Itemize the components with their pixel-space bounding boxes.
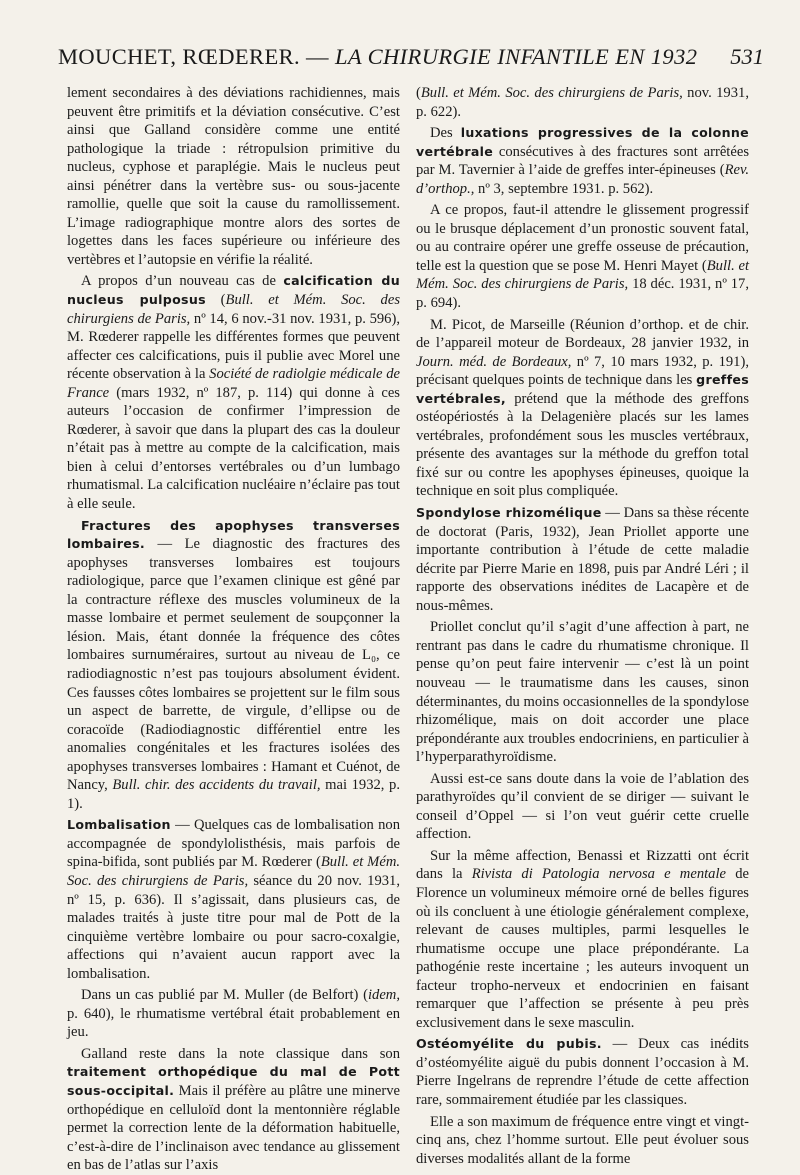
text-run: mai 1932, p. 1). bbox=[67, 777, 400, 812]
text-run: nº 14, 6 nov.-31 nov. 1931, p. 596), M. Rœderer rappelle les différentes formes que peuvent affecter ces calcifications, puis il publie avec Morel une récente observation à la bbox=[67, 310, 400, 383]
running-head-authors: MOUCHET, RŒDERER. bbox=[58, 44, 301, 69]
text-run: ( bbox=[205, 292, 226, 309]
text-run: ( bbox=[416, 85, 421, 101]
citation-italic: Rev. d’orthop., bbox=[416, 162, 749, 197]
citation-italic: Journ. méd. de Bordeaux, bbox=[416, 353, 572, 370]
citation-italic: Société de radiolgie médicale de France bbox=[67, 366, 400, 401]
citation-italic: Bull. et Mém. Soc. des chirurgiens de Paris, bbox=[67, 292, 400, 327]
paragraph-citation-continuation bbox=[416, 84, 749, 121]
section-keyword: Ostéomyélite du pubis. bbox=[416, 1036, 602, 1052]
text-run: — Deux cas inédits d’ostéomyélite aiguë du pubis donnent l’occasion à M. Pierre Ingelrans de reprendre l’étude de cette affection rare, sommairement étudiée par les classiques. bbox=[416, 1036, 749, 1108]
text-run: — Dans sa thèse récente de doctorat (Paris, 1932), Jean Priollet apporte une importante contribution à l’étude de cette maladie décrite par Pierre Marie en 1898, puis par André Léri ; il rapporte des observations inédites de Lacapère et de nous-mêmes. bbox=[416, 505, 749, 614]
text-run: nº 7, 10 mars 1932, p. 191), précisant quelques points de technique dans les bbox=[416, 353, 749, 389]
text-run: — Le diagnostic des fractures des apophyses transverses lombaires est toujours radiologique, parce que l’examen clinique est gêné par la contracture réflexe des muscles volumineux de la masse lombaire et permet seulement de soupçonner la lésion. Mais, étant donnée la fréquence des côtes lombaires surnuméraires, surtout au niveau de L₀, ce radiodiagnostic n’est pas toujours absolument évident. Ces fausses côtes lombaires se projettent sur le film sous un aspect de barrette, de virgule, d’ellipse ou de coracoïde (Radiodiagnostic différentiel entre les anomalies congénitales et les fractures isolées des apophyses transverses lombaires : Hamant et Cuénot, de Nancy, bbox=[67, 536, 400, 794]
text-run: — Quelques cas de lombalisation non accompagnée de spondylolisthésis, mais parfois de spina-bifida, sont publiés par M. Rœderer ( bbox=[67, 817, 400, 871]
paragraph-mal-de-pott bbox=[67, 1045, 400, 1175]
text-run: Mais il préfère au plâtre une minerve orthopédique en celluloïd dont la mentonnière réglable permet la correction lente de la déformation habituelle, c’est-à-dire de l’inclinaison avec tendance au glissement en bas de l’atlas sur l’axis bbox=[67, 1082, 400, 1174]
paragraph-fractures bbox=[67, 517, 400, 814]
running-head bbox=[58, 44, 764, 78]
paragraph-nucleus-continuation bbox=[67, 84, 400, 269]
left-column bbox=[67, 84, 401, 1174]
paragraph-parathyroides bbox=[416, 770, 749, 844]
text-run: Priollet conclut qu’il s’agit d’une affection à part, ne rentrant pas dans le cadre du rhumatisme chronique. Il pense qu’on peut faire intervenir — c’est là un point nouveau — le traumatisme dans les causes, sinon déterminantes, du moins occasionnelles de la spondylose rhizomélique, mais on doit accorder une place prépondérante aux troubles endocriniens, en particulier à l’hyperparathyroïdisme. bbox=[416, 619, 749, 766]
text-run: consécutives à des fractures sont arrêtées par M. Tavernier à l’aide de greffes inter-épineuses ( bbox=[416, 143, 749, 179]
text-run: lement secondaires à des déviations rachidiennes, mais peuvent être primitifs et la déviation consécutive. C’est ainsi que Galland considère comme une entité pathologique la triade : rétropulsion primitive du nucleus, cyphose et paraplégie. Mais le nucleus peut ainsi pénétrer dans la vertèbre sus- ou sous-jacente ramollie, quelle que soit la cause du ramollissement. L’image radiographique montre alors des sortes de logettes dans les faces supérieure ou inférieure des vertèbres et l’autopsie en vérifie la réalité. bbox=[67, 85, 400, 268]
section-keyword: greffes vertébrales, bbox=[416, 372, 749, 406]
running-head-subtitle: LA CHIRURGIE INFANTILE EN 1932 bbox=[334, 44, 698, 69]
paragraph-muller bbox=[67, 986, 400, 1042]
text-run: nov. 1931, p. 622). bbox=[416, 85, 749, 120]
text-run: Dans un cas publié par M. Muller (de Belfort) ( bbox=[81, 987, 368, 1004]
citation-italic: Bull. chir. des accidents du travail, bbox=[112, 777, 321, 794]
text-run: Sur la même affection, Benassi et Rizzatti ont écrit dans la bbox=[416, 847, 749, 883]
page-number: 531 bbox=[730, 44, 764, 69]
paragraph-spondylose bbox=[416, 504, 749, 615]
citation-italic: Rivista di Patologia nervosa e mentale bbox=[471, 866, 726, 883]
text-run: Elle a son maximum de fréquence entre vingt et vingt-cinq ans, chez l’homme surtout. Elle peut évoluer sous diverses modalités allant de la forme bbox=[416, 1113, 749, 1167]
section-keyword: Spondylose rhizomélique bbox=[416, 505, 602, 521]
running-title bbox=[58, 44, 697, 70]
text-run: A propos d’un nouveau cas de bbox=[81, 273, 284, 290]
section-keyword: traitement orthopédique du mal de Pott sous-occipital. bbox=[67, 1064, 400, 1098]
paragraph-picot bbox=[416, 316, 749, 501]
section-keyword: calcification du nucleus pulposus bbox=[67, 273, 400, 308]
paragraph-frequence bbox=[416, 1113, 749, 1169]
paragraph-lombalisation bbox=[67, 816, 400, 983]
right-column bbox=[416, 84, 749, 1167]
text-run: (mars 1932, nº 187, p. 114) qui donne à ces auteurs l’occasion de confirmer l’impression de Rœderer, à savoir que dans la plupart des cas la douleur n’était pas à mettre au compte de la calcification, mais bien à celui d’entorses vertébrales ou d’un lumbago rhumatismal. La calcification nucléaire n’éclaire pas tout à elle seule. bbox=[67, 384, 400, 513]
citation-italic: idem, bbox=[367, 987, 400, 1004]
text-run: 18 déc. 1931, nº 17, p. 694). bbox=[416, 276, 749, 312]
text-run: M. Picot, de Marseille (Réunion d’orthop. et de chir. de l’appareil moteur de Bordeaux, 28 janvier 1932, in bbox=[416, 316, 749, 352]
text-run: Aussi est-ce sans doute dans la voie de l’ablation des parathyroïdes qu’il convient de se diriger — suivant le conseil d’Oppel — si l’on veut guérir cette cruelle affection. bbox=[416, 770, 749, 843]
text-run: séance du 20 nov. 1931, nº 15, p. 636). Il s’agissait, dans plusieurs cas, de malades traités à juste titre pour mal de Pott de la cinquième vertèbre lombaire ou pour sacro-coxalgie, affections qui n’avaient aucun rapport avec la lombalisation. bbox=[67, 872, 400, 982]
text-run: Des bbox=[430, 125, 461, 142]
section-keyword: Lombalisation bbox=[67, 817, 171, 833]
running-head-dash: — bbox=[306, 44, 329, 69]
text-run: de Florence un volumineux mémoire orné de belles figures où ils concluent à une étiologie généralement complexe, relevant de causes multiples, parmi lesquelles le rhumatisme occupe une place prépondérante. La pathogénie reste incertaine ; les auteurs invoquent un facteur tropho-nerveux et endocrinien en faisant remarquer que l’affection se présente à peu près exclusivement dans le sexe masculin. bbox=[416, 866, 749, 1031]
section-keyword: luxations progressives de la colonne vertébrale bbox=[416, 125, 749, 159]
paragraph-benassi bbox=[416, 847, 749, 1032]
section-keyword: Fractures des apophyses transverses lombaires. bbox=[67, 517, 400, 552]
text-run: nº 3, septembre 1931. p. 562). bbox=[474, 180, 654, 197]
paragraph-calcification bbox=[67, 272, 400, 513]
paragraph-luxations bbox=[416, 124, 749, 198]
text-run: A ce propos, faut-il attendre le glissement progressif ou le brusque déplacement d’un pronostic souvent fatal, ou au contraire opérer une greffe osseuse de précaution, telle est la question que se pose M. Henri Mayet ( bbox=[416, 202, 749, 274]
paragraph-priollet bbox=[416, 618, 749, 766]
paragraph-osteomyelite bbox=[416, 1035, 749, 1109]
citation-italic: Bull. et Mém. Soc. des chirurgiens de Paris, bbox=[67, 854, 401, 889]
text-run: p. 640), le rhumatisme vertébral était probablement en jeu. bbox=[67, 1005, 400, 1041]
citation-italic: Bull. et Mém. Soc. des chirurgiens de Paris, bbox=[416, 257, 749, 293]
citation-italic: Bull. et Mém. Soc. des chirurgiens de Paris, bbox=[420, 85, 683, 101]
text-run: prétend que la méthode des greffons ostéopériostés à la Delagenière placés sur les lames vertébrales, profondément sous les muscles vertébraux, présente des avantages sur la méthode du greffon total fixé sur ou contre les apophyses épineuses, quoique la technique en soit plus compliquée. bbox=[416, 390, 749, 500]
paragraph-mayet bbox=[416, 201, 749, 312]
text-run: Galland reste dans la note classique dans son bbox=[81, 1045, 400, 1062]
